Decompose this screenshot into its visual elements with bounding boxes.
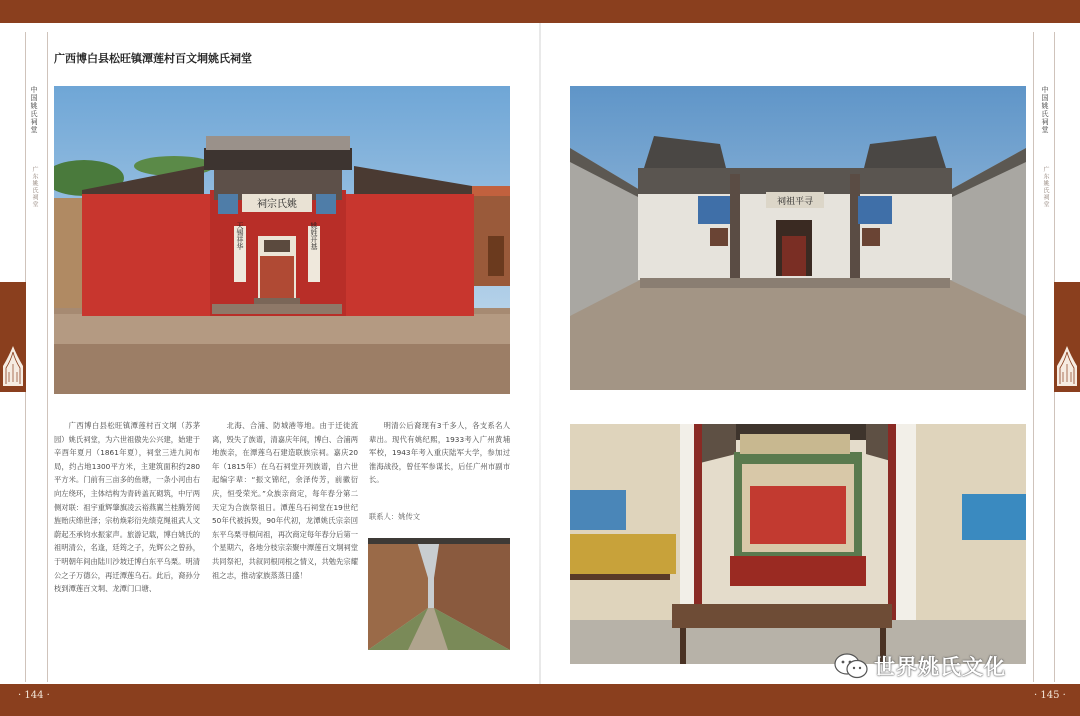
side-label-right-sub: 广东姚氏祠堂 (1042, 166, 1049, 208)
page-number-left: · 144 · (18, 690, 50, 701)
right-margin-line-inner (1033, 32, 1034, 682)
courtyard-sign-text: 祠祖平寻 (776, 197, 814, 207)
body-paragraph: 明清公后裔现有3千多人，各支系名人辈出。现代有姚纪熙，1933考入广州黄埔军校，1943年考入重庆陆军大学，参加过淮海战役，曾任军参谋长，后任广州市副市长。 (369, 421, 510, 485)
contact-line: 联系人：姚传文 (369, 512, 421, 521)
left-margin-line-inner (47, 32, 48, 682)
photo-interior-altar (570, 424, 1026, 664)
page-title: 广西博白县松旺镇潭莲村百文垌姚氏祠堂 (54, 52, 252, 65)
photo-ancestral-hall-front (54, 86, 510, 394)
hall-sign-text: 祠宗氏姚 (257, 199, 297, 210)
photo-courtyard (570, 86, 1026, 390)
photo-alley (368, 538, 510, 650)
body-column-2 (212, 419, 358, 643)
side-label-left-sub: 广东姚氏祠堂 (31, 166, 38, 208)
ornament-icon (1057, 342, 1077, 386)
left-couplet-text: 天锡祥华 (236, 222, 244, 250)
body-paragraph: 北海、合浦、防城港等地。由于迁徙流离，毁失了族谱，清嘉庆年间，博白、合浦两地族亲，在潭莲乌石建造联族宗祠。嘉庆20年（1815年）在乌石祠堂开列族谱，自六世起编字辈：“振文锦纪，余泽传芳，前徽衍庆，恒受荣光。”众族亲商定，每年春分第二天定为合族祭祖日。潭莲乌石祠堂在19世纪50年代被拆毁，90年代初，龙潭姚氏宗亲回东平乌栗寻根问祖，再次商定每年春分后第一个星期六，各地分枝宗亲聚中潭莲百文垌祠堂共同祭祀，共叙同根同根之情义，共勉先宗耀祖之志，推动家族蒸蒸日盛！ (212, 421, 358, 580)
body-paragraph: 广西博白县松旺镇潭莲村百文垌（苏茅园）姚氏祠堂，为六世祖傲先公兴建，始建于辛酉年夏月（1861年夏），祠堂三进九间布局，约占地1300平方米，主建筑面积约280平方米。门前有三亩多的鱼塘，一条小河由右向左绕环，主体结构为青砖盖瓦砌筑，中厅两侧对联：祖宇重辉肇旗凌云裕燕翼兰桂腾芳阅旌贻庆绵世泽；宗枋焕彩衍先绩克绳祖武人文蔚起丕承钧水振家声。旅游记载，博白姚氏的祖明清公，名逢，廷筠之子，先辉公之曾孙，于明朝年间由陆川沙坡迁博白东平乌栗。明清公之子万德公，再迁潭莲乌石。此后，裔孙分枝到潭莲百文垌、龙潭门口塘、 (54, 421, 200, 594)
wechat-icon (834, 652, 868, 680)
bottom-band (0, 684, 1080, 716)
page-number-right: · 145 · (1034, 690, 1066, 701)
ornament-icon (3, 342, 23, 386)
side-label-right-title: 中国姚氏祠堂 (1041, 86, 1049, 134)
watermark (834, 651, 1006, 681)
watermark-text: 世界姚氏文化 (874, 655, 1006, 679)
book-spine (539, 23, 541, 684)
side-tab-right (1054, 282, 1080, 392)
side-tab-left (0, 282, 26, 392)
body-column-1 (54, 419, 200, 643)
side-label-left-title: 中国姚氏祠堂 (30, 86, 38, 134)
body-column-3 (369, 419, 510, 499)
top-band (0, 0, 1080, 23)
right-couplet-text: 姚姓开基 (310, 222, 318, 250)
